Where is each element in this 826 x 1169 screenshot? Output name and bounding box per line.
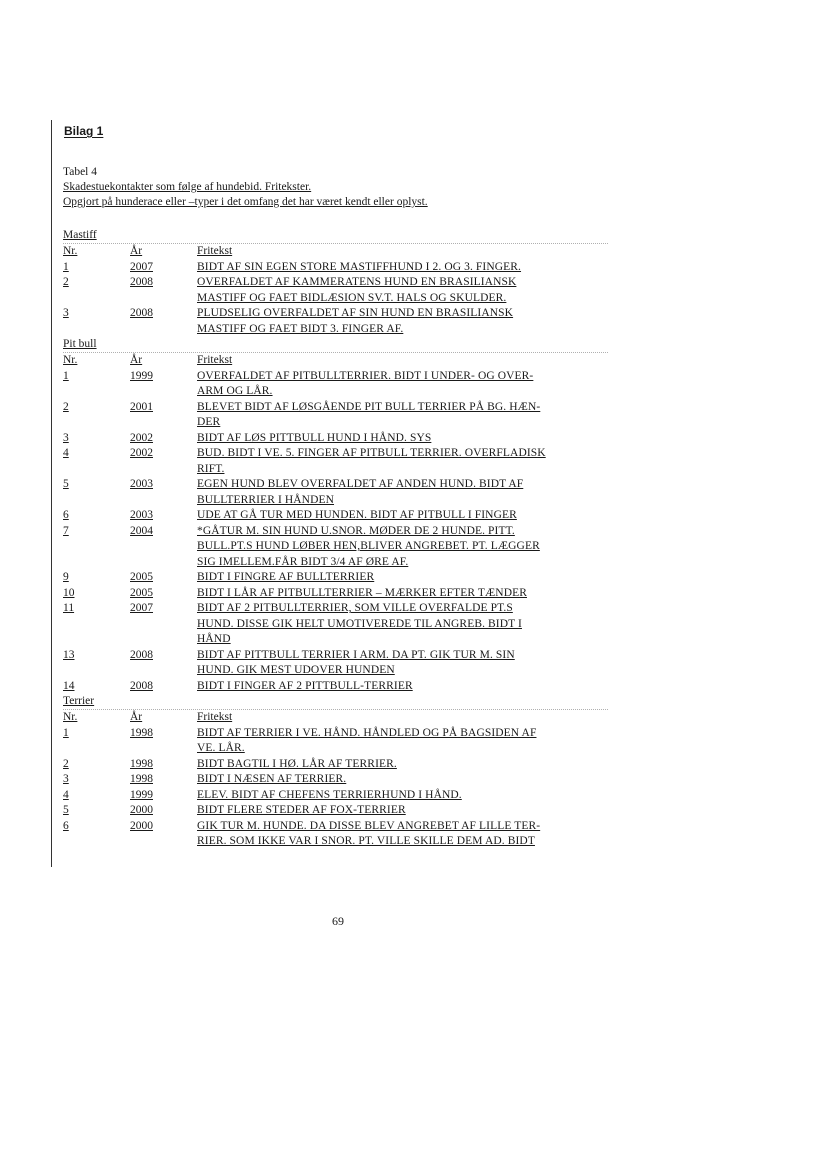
cell-year: 2008 xyxy=(130,276,153,288)
table-row xyxy=(63,275,623,291)
table-row-continuation xyxy=(63,663,623,679)
table-row xyxy=(63,477,623,493)
table-row xyxy=(63,601,623,617)
table-row xyxy=(63,803,623,819)
table-row xyxy=(63,306,623,322)
cell-nr: 13 xyxy=(63,648,75,661)
column-header-row xyxy=(63,244,623,260)
cell-nr: 10 xyxy=(63,586,75,599)
table-row xyxy=(63,788,623,804)
table-row-continuation xyxy=(63,322,623,338)
cell-nr: 3 xyxy=(63,307,69,319)
cell-fritekst: MASTIFF OG FAET BIDT 3. FINGER AF. xyxy=(197,322,404,335)
cell-nr: 4 xyxy=(63,447,69,459)
cell-year: 2002 xyxy=(130,431,153,444)
cell-year: 1999 xyxy=(130,369,153,382)
table-row xyxy=(63,586,623,602)
column-header-nr: Nr. xyxy=(63,245,78,257)
cell-nr: 2 xyxy=(63,400,69,413)
cell-nr: 5 xyxy=(63,804,69,816)
table-row-continuation xyxy=(63,834,623,850)
cell-nr: 6 xyxy=(63,509,69,521)
cell-year: 2003 xyxy=(130,478,153,490)
table-intro xyxy=(63,165,428,210)
cell-fritekst: BIDT AF LØS PITTBULL HUND I HÅND. SYS xyxy=(197,431,432,444)
table-row-continuation xyxy=(63,539,623,555)
cell-year: 1998 xyxy=(130,757,153,770)
table-row-continuation xyxy=(63,555,623,571)
table-row xyxy=(63,679,623,695)
cell-fritekst: MASTIFF OG FAET BIDLÆSION SV.T. HALS OG SKULDER. xyxy=(197,291,507,304)
table-row xyxy=(63,508,623,524)
margin-line xyxy=(51,120,52,867)
cell-year: 2008 xyxy=(130,648,153,661)
incident-table xyxy=(63,228,623,850)
table-caption: Tabel 4 xyxy=(63,166,98,178)
cell-nr: 6 xyxy=(63,819,69,832)
column-header-year: År xyxy=(130,354,143,366)
table-row xyxy=(63,772,623,788)
cell-nr: 1 xyxy=(63,369,69,382)
cell-nr: 3 xyxy=(63,773,69,785)
cell-fritekst: BIDT I FINGRE AF BULLTERRIER xyxy=(197,571,375,583)
cell-fritekst: BIDT BAGTIL I HØ. LÅR AF TERRIER. xyxy=(197,757,397,770)
cell-fritekst: BIDT AF TERRIER I VE. HÅND. HÅNDLED OG PÅ BAGSIDEN AF xyxy=(197,726,537,739)
cell-fritekst: OVERFALDET AF PITBULLTERRIER. BIDT I UNDER- OG OVER- xyxy=(197,369,534,382)
column-header-year: År xyxy=(130,245,143,257)
cell-fritekst: BULLTERRIER I HÅNDEN xyxy=(197,493,335,506)
table-row xyxy=(63,369,623,385)
cell-nr: 9 xyxy=(63,571,69,583)
cell-nr: 7 xyxy=(63,524,69,537)
cell-nr: 4 xyxy=(63,788,69,801)
section-title xyxy=(63,228,608,244)
column-header-nr: Nr. xyxy=(63,711,78,723)
column-header-row xyxy=(63,710,623,726)
column-header-text: Fritekst xyxy=(197,711,233,723)
table-row xyxy=(63,260,623,276)
column-header-year: År xyxy=(130,711,143,723)
cell-fritekst: VE. LÅR. xyxy=(197,742,245,754)
cell-fritekst: PLUDSELIG OVERFALDET AF SIN HUND EN BRASILIANSK xyxy=(197,307,514,319)
cell-fritekst: ELEV. BIDT AF CHEFENS TERRIERHUND I HÅND. xyxy=(197,788,462,801)
column-header-nr: Nr. xyxy=(63,354,78,366)
cell-fritekst: BIDT I NÆSEN AF TERRIER. xyxy=(197,773,347,785)
cell-fritekst: BIDT FLERE STEDER AF FOX-TERRIER xyxy=(197,804,406,816)
cell-year: 2008 xyxy=(130,307,153,319)
section-title xyxy=(63,694,608,710)
table-row-continuation xyxy=(63,462,623,478)
table-description: Skadestuekontakter som følge af hundebid. Fritekster. xyxy=(63,181,312,193)
cell-fritekst: EGEN HUND BLEV OVERFALDET AF ANDEN HUND. BIDT AF xyxy=(197,478,524,490)
table-row-continuation xyxy=(63,415,623,431)
cell-year: 2004 xyxy=(130,524,153,537)
cell-year: 2003 xyxy=(130,509,153,521)
cell-year: 2000 xyxy=(130,819,153,832)
table-row-continuation xyxy=(63,741,623,757)
table-row xyxy=(63,400,623,416)
cell-fritekst: BIDT AF PITTBULL TERRIER I ARM. DA PT. GIK TUR M. SIN xyxy=(197,648,515,661)
cell-fritekst: SIG IMELLEM.FÅR BIDT 3/4 AF ØRE AF. xyxy=(197,555,409,568)
cell-nr: 14 xyxy=(63,679,75,692)
table-row xyxy=(63,446,623,462)
cell-year: 2005 xyxy=(130,571,153,583)
table-row-continuation xyxy=(63,384,623,400)
cell-fritekst: GIK TUR M. HUNDE. DA DISSE BLEV ANGREBET AF LILLE TER- xyxy=(197,819,541,832)
section-name: Mastiff xyxy=(63,229,97,241)
cell-fritekst: HUND. DISSE GIK HELT UMOTIVEREDE TIL ANGREB. BIDT I xyxy=(197,617,522,630)
column-header-row xyxy=(63,353,623,369)
cell-nr: 3 xyxy=(63,431,69,444)
table-row-continuation xyxy=(63,493,623,509)
cell-fritekst: BIDT I FINGER AF 2 PITTBULL-TERRIER xyxy=(197,679,413,692)
column-header-text: Fritekst xyxy=(197,354,233,366)
page-heading: Bilag 1 xyxy=(64,124,104,138)
section-name: Terrier xyxy=(63,695,95,707)
cell-fritekst: UDE AT GÅ TUR MED HUNDEN. BIDT AF PITBULL I FINGER xyxy=(197,509,517,521)
cell-fritekst: OVERFALDET AF KAMMERATENS HUND EN BRASILIANSK xyxy=(197,276,517,288)
table-row-continuation xyxy=(63,617,623,633)
cell-year: 2007 xyxy=(130,602,153,614)
cell-year: 2000 xyxy=(130,804,153,816)
cell-fritekst: BIDT I LÅR AF PITBULLTERRIER – MÆRKER EFTER TÆNDER xyxy=(197,586,528,599)
cell-year: 2001 xyxy=(130,400,153,413)
table-row xyxy=(63,726,623,742)
cell-nr: 1 xyxy=(63,726,69,739)
cell-nr: 2 xyxy=(63,757,69,770)
section-title xyxy=(63,337,608,353)
cell-fritekst: ARM OG LÅR. xyxy=(197,385,273,397)
cell-year: 2005 xyxy=(130,586,153,599)
cell-nr: 11 xyxy=(63,602,75,614)
cell-fritekst: RIFT. xyxy=(197,462,225,475)
page-number: 69 xyxy=(332,914,344,928)
cell-fritekst: HÅND xyxy=(197,633,231,645)
table-row-continuation xyxy=(63,291,623,307)
cell-year: 1998 xyxy=(130,773,153,785)
cell-fritekst: HUND. GIK MEST UDOVER HUNDEN xyxy=(197,664,395,676)
table-row xyxy=(63,524,623,540)
cell-year: 1998 xyxy=(130,726,153,739)
cell-fritekst: BIDT AF SIN EGEN STORE MASTIFFHUND I 2. OG 3. FINGER. xyxy=(197,260,522,273)
table-row xyxy=(63,819,623,835)
table-row xyxy=(63,757,623,773)
table-row xyxy=(63,431,623,447)
section-name: Pit bull xyxy=(63,338,97,350)
cell-fritekst: BIDT AF 2 PITBULLTERRIER, SOM VILLE OVERFALDE PT.S xyxy=(197,602,513,614)
cell-fritekst: BUD. BIDT I VE. 5. FINGER AF PITBULL TERRIER. OVERFLADISK xyxy=(197,447,546,459)
cell-nr: 5 xyxy=(63,478,69,490)
table-note: Opgjort på hunderace eller –typer i det omfang det har været kendt eller oplyst. xyxy=(63,196,428,208)
table-row-continuation xyxy=(63,632,623,648)
cell-year: 2007 xyxy=(130,260,153,273)
table-row xyxy=(63,570,623,586)
cell-fritekst: BLEVET BIDT AF LØSGÅENDE PIT BULL TERRIER PÅ BG. HÆN- xyxy=(197,400,541,413)
table-row xyxy=(63,648,623,664)
cell-fritekst: BULL.PT.S HUND LØBER HEN,BLIVER ANGREBET. PT. LÆGGER xyxy=(197,540,540,552)
cell-nr: 1 xyxy=(63,260,69,273)
cell-fritekst: RIER. SOM IKKE VAR I SNOR. PT. VILLE SKILLE DEM AD. BIDT xyxy=(197,835,535,847)
cell-fritekst: DER xyxy=(197,416,221,428)
cell-year: 2008 xyxy=(130,679,153,692)
cell-year: 1999 xyxy=(130,788,153,801)
column-header-text: Fritekst xyxy=(197,245,233,257)
cell-fritekst: *GÅTUR M. SIN HUND U.SNOR. MØDER DE 2 HUNDE. PITT. xyxy=(197,524,515,537)
cell-year: 2002 xyxy=(130,447,153,459)
cell-nr: 2 xyxy=(63,276,69,288)
